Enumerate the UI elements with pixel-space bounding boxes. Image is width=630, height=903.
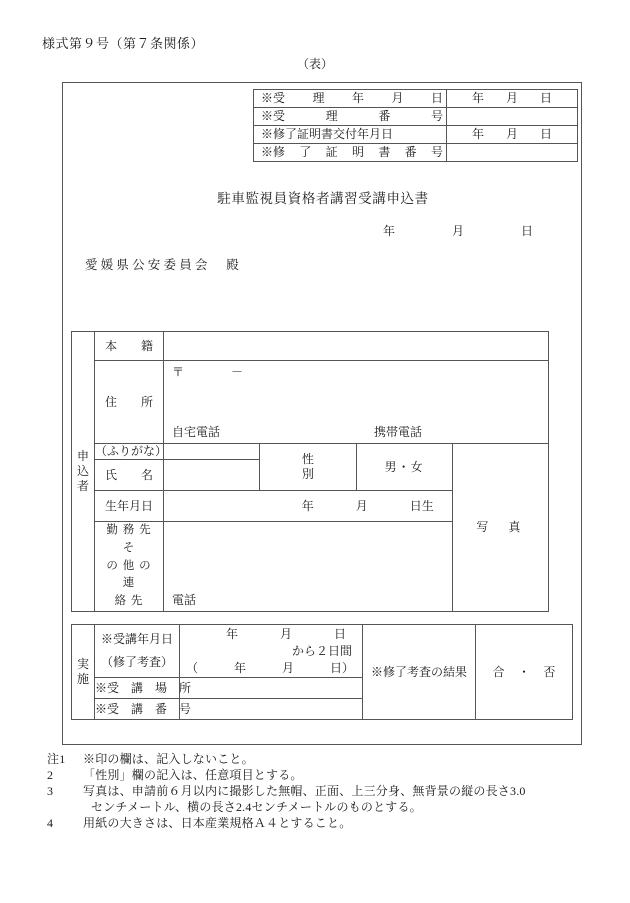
vertical-char: 別 [301, 467, 314, 481]
course-number-label: ※受 講 番 号 [95, 699, 180, 720]
vertical-char: 者 [76, 479, 89, 494]
applicant-table [71, 331, 549, 612]
furigana-label: （ふりがな） [95, 444, 168, 458]
label-part: 証 [325, 145, 338, 159]
note-item [47, 783, 526, 815]
label-line: 絡 先 [114, 595, 144, 608]
official-use-table [253, 89, 578, 162]
addressee: 愛媛県公安委員会 殿 [85, 258, 243, 272]
application-date-line [383, 222, 533, 239]
exam-result-options[interactable] [476, 625, 573, 720]
vertical-char: 実 [76, 657, 89, 671]
birthdate-field[interactable] [164, 491, 453, 522]
postal-code-marker [172, 365, 244, 380]
label-part: 書 [378, 145, 391, 159]
label-part: 了 [299, 145, 312, 159]
form-outer-frame [62, 82, 582, 745]
day-marker: 日） [329, 661, 354, 675]
table-row [254, 108, 578, 126]
label-part: 理 [325, 109, 338, 123]
label-line: の 他 の 連 [106, 559, 152, 590]
month-marker: 月 [451, 224, 464, 238]
label-part: ※受 [261, 109, 286, 123]
year-marker: 年 [301, 498, 314, 513]
workplace-label [95, 522, 164, 612]
label-part: 月 [391, 91, 404, 105]
result-fail: 否 [543, 664, 556, 679]
label-line: 勤 務 先 そ [106, 524, 152, 554]
photo-area[interactable]: 写 真 [452, 444, 548, 612]
postal-mark: 〒 [172, 365, 186, 379]
label-part: 日 [430, 91, 443, 105]
address-field[interactable] [164, 361, 549, 444]
workplace-phone-label: 電話 [172, 593, 197, 608]
certificate-number-value[interactable] [447, 144, 578, 162]
label-part: 理 [312, 91, 325, 105]
month-marker: 月 [355, 498, 368, 513]
vertical-char: 込 [76, 464, 89, 479]
note-heading: 注 [47, 752, 60, 766]
course-number-field[interactable] [180, 699, 363, 720]
year-marker: 年 [383, 224, 396, 238]
label-part: 住 [105, 394, 118, 409]
note-text: 「性別」欄の記入は、任意項目とする。 [83, 768, 303, 782]
receipt-number-label [254, 108, 447, 126]
vertical-char: 性 [301, 452, 314, 466]
course-date-line1 [226, 627, 346, 642]
implementation-vertical-label [72, 625, 95, 720]
note-text: 用紙の大きさは、日本産業規格Ａ４とすること。 [83, 816, 352, 830]
receipt-date-label [254, 90, 447, 108]
month-marker: 月 [281, 661, 294, 675]
workplace-field[interactable] [164, 522, 453, 612]
applicant-vertical-label [72, 332, 95, 612]
label-part: 号 [430, 109, 443, 123]
exam-result-label: ※修了考査の結果 [363, 625, 476, 720]
note-index: 1 [59, 752, 66, 766]
certificate-number-label [254, 144, 447, 162]
vertical-char: 施 [76, 672, 89, 686]
name-field[interactable] [164, 460, 260, 491]
label-part: 本 [105, 338, 118, 353]
table-row [72, 625, 573, 678]
month-marker: 月 [505, 127, 518, 141]
day-marker: 日 [539, 91, 552, 105]
note-number: 2 [47, 768, 54, 782]
certificate-issue-date-value[interactable] [447, 126, 578, 144]
course-date-label [95, 625, 180, 678]
result-separator: ・ [517, 664, 530, 679]
name-label [95, 460, 164, 491]
postal-dash: － [231, 365, 245, 379]
implementation-table [71, 624, 573, 720]
note-text-cont: センチメートル、横の長さ2.4センチメートルのものとする。 [91, 800, 422, 814]
day-marker: 日 [539, 127, 552, 141]
birthdate-label: 生年月日 [95, 491, 164, 522]
label-part: 明 [351, 145, 364, 159]
label-part: ※修 [261, 145, 286, 159]
label-part: 名 [140, 467, 153, 482]
label-part: 氏 [105, 467, 118, 482]
gender-label [260, 444, 356, 491]
label-part: 号 [430, 145, 443, 159]
year-marker: 年 [233, 661, 246, 675]
mobile-phone-label: 携帯電話 [374, 425, 423, 439]
month-marker: 月 [279, 627, 292, 641]
page-title: 駐車監視員資格者講習受講申込書 [217, 191, 429, 206]
label-text-sub: （修了考査） [100, 655, 173, 669]
receipt-number-value[interactable] [447, 108, 578, 126]
year-marker: 年 [471, 127, 484, 141]
day-marker: 日生 [409, 498, 434, 513]
side-mark: （表） [297, 57, 334, 71]
day-marker: 日 [333, 627, 346, 641]
label-part: 番 [378, 109, 391, 123]
note-item [47, 767, 526, 783]
label-part: 番 [404, 145, 417, 159]
day-marker: 日 [520, 224, 533, 238]
result-pass: 合 [492, 664, 505, 679]
venue-field[interactable] [180, 678, 363, 699]
honseki-field[interactable] [164, 332, 549, 361]
table-row [254, 126, 578, 144]
year-marker: 年 [471, 91, 484, 105]
note-number: 3 [47, 784, 54, 798]
vertical-char: 申 [76, 449, 89, 464]
label-text: ※受講年月日 [100, 632, 173, 646]
course-date-line3 [186, 661, 354, 676]
year-marker: 年 [226, 627, 239, 641]
label-part: 籍 [140, 338, 153, 353]
month-marker: 月 [505, 91, 518, 105]
note-text: 写真は、申請前６月以内に撮影した無帽、正面、上三分身、無背景の縦の長さ3.0 [83, 784, 526, 798]
course-duration: から２日間 [291, 644, 352, 658]
form-number: 様式第９号（第７条関係） [42, 36, 205, 51]
label-part: ※受 [261, 91, 286, 105]
notes-block [47, 751, 526, 831]
label-part: 所 [140, 394, 153, 409]
paren-open: （ [186, 661, 199, 675]
gender-options[interactable]: 男・女 [356, 444, 452, 491]
furigana-field[interactable] [164, 444, 260, 460]
note-item [47, 815, 526, 831]
note-number: 4 [47, 816, 54, 830]
table-row [254, 144, 578, 162]
note-number [47, 751, 83, 767]
table-row [72, 332, 549, 361]
home-phone-label: 自宅電話 [172, 425, 221, 439]
table-row [72, 444, 549, 460]
table-row [72, 361, 549, 444]
honseki-label [95, 332, 164, 361]
note-item [47, 751, 526, 767]
receipt-date-value[interactable] [447, 90, 578, 108]
label-part: ※修了証明書交付年月日 [261, 127, 394, 141]
table-row [254, 90, 578, 108]
course-date-field[interactable] [180, 625, 363, 678]
certificate-issue-date-label [254, 126, 447, 144]
label-part: 年 [351, 91, 364, 105]
note-text: ※印の欄は、記入しないこと。 [83, 752, 254, 766]
venue-label: ※受 講 場 所 [95, 678, 180, 699]
address-label [95, 361, 164, 444]
